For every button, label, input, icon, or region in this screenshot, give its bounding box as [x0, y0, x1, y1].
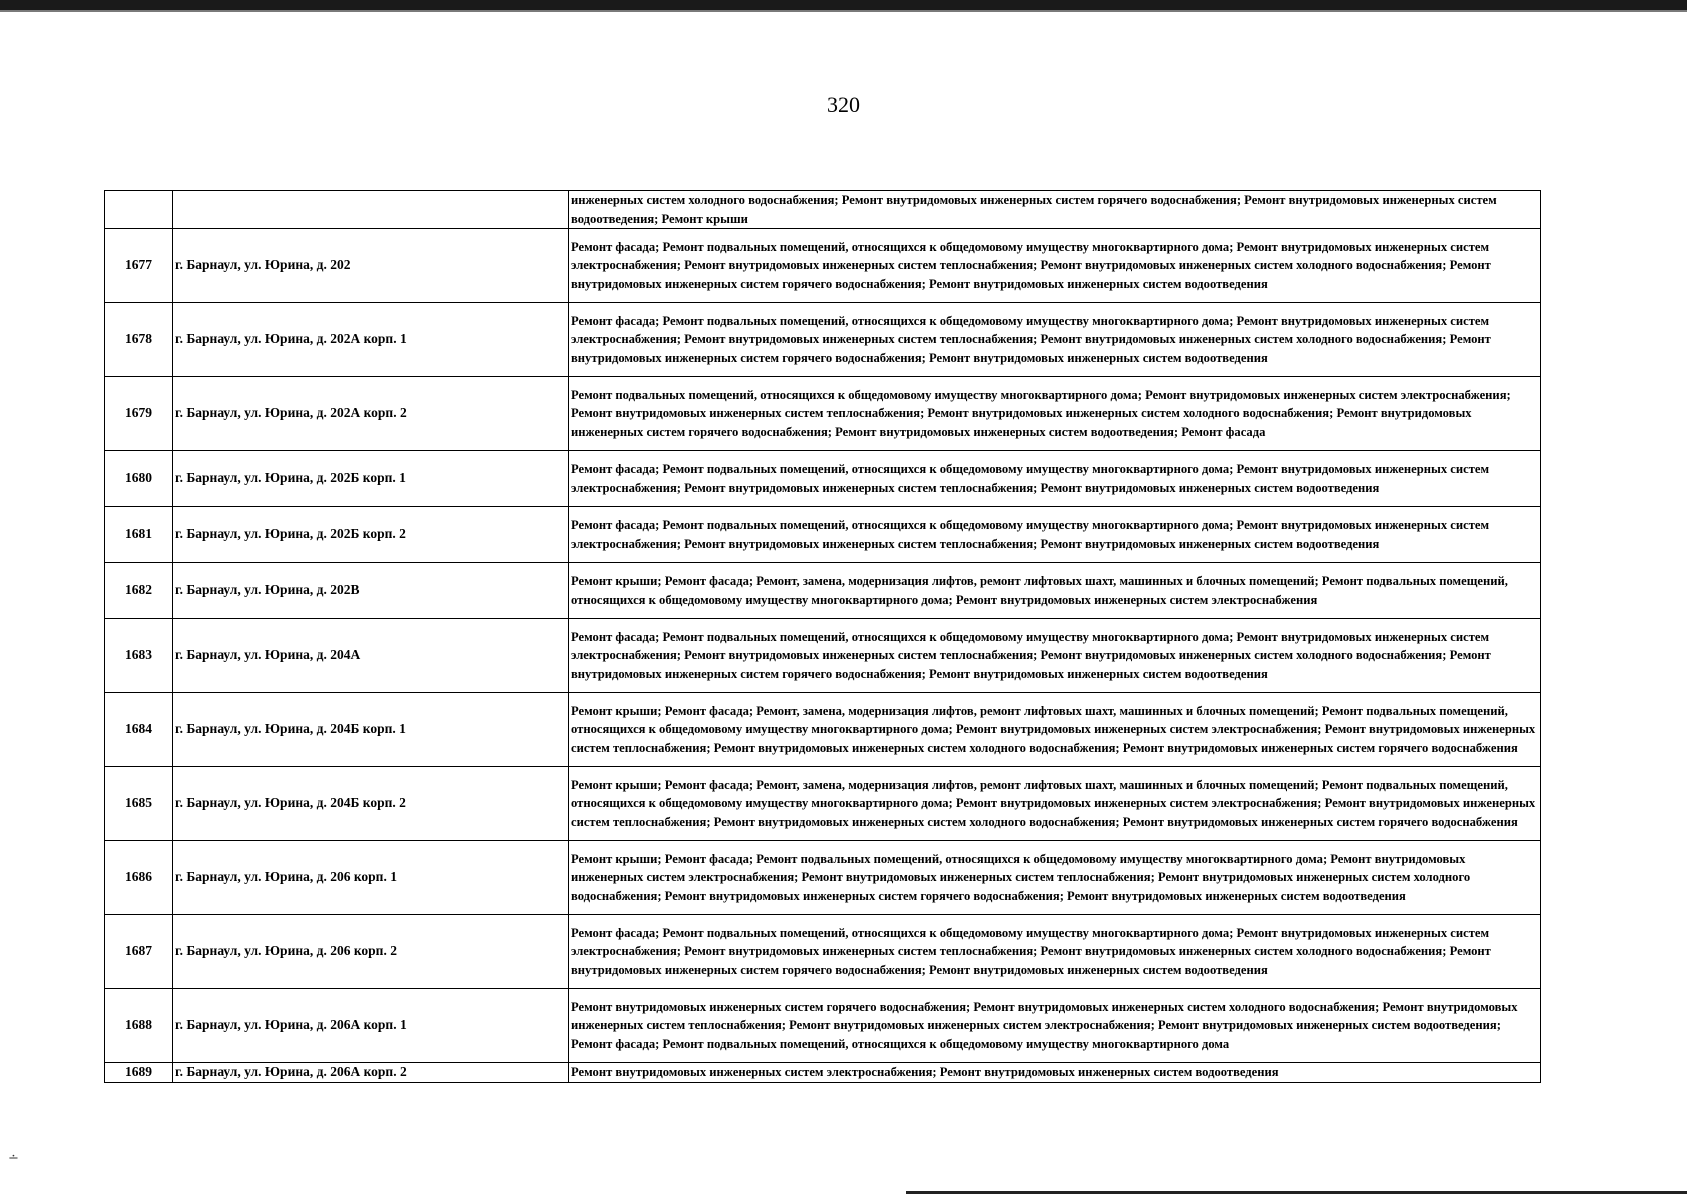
row-number-cell: 1684 [105, 693, 173, 767]
row-number-cell: 1680 [105, 451, 173, 507]
row-number-cell: 1688 [105, 989, 173, 1063]
works-cell: инженерных систем холодного водоснабжения; Ремонт внутридомовых инженерных систем горячего водоснабжения; Ремонт внутридомовых инженерных систем водоотведения; Ремонт крыши [569, 191, 1541, 229]
table-row [105, 229, 1541, 303]
row-number-cell: 1685 [105, 767, 173, 841]
works-cell: Ремонт внутридомовых инженерных систем горячего водоснабжения; Ремонт внутридомовых инженерных систем холодного водоснабжения; Ремонт внутридомовых инженерных систем теплоснабжения; Ремонт внутридомовых инженерных систем электроснабжения; Ремонт внутридомовых инженерных систем водоотведения; Ремонт фасада; Ремонт подвальных помещений, относящихся к общедомовому имуществу многоквартирного дома [569, 989, 1541, 1063]
table-row [105, 841, 1541, 915]
scan-speck: ∸ [8, 1150, 19, 1165]
table-row [105, 619, 1541, 693]
row-number-cell: 1682 [105, 563, 173, 619]
address-cell: г. Барнаул, ул. Юрина, д. 202А корп. 1 [173, 303, 569, 377]
works-cell: Ремонт крыши; Ремонт фасада; Ремонт, замена, модернизация лифтов, ремонт лифтовых шахт, машинных и блочных помещений; Ремонт подвальных помещений, относящихся к общедомовому имуществу многоквартирного дома; Ремонт внутридомовых инженерных систем электроснабжения [569, 563, 1541, 619]
works-cell: Ремонт фасада; Ремонт подвальных помещений, относящихся к общедомовому имуществу многоквартирного дома; Ремонт внутридомовых инженерных систем электроснабжения; Ремонт внутридомовых инженерных систем теплоснабжения; Ремонт внутридомовых инженерных систем холодного водоснабжения; Ремонт внутридомовых инженерных систем горячего водоснабжения; Ремонт внутридомовых инженерных систем водоотведения [569, 619, 1541, 693]
address-cell: г. Барнаул, ул. Юрина, д. 204Б корп. 2 [173, 767, 569, 841]
works-cell: Ремонт фасада; Ремонт подвальных помещений, относящихся к общедомовому имуществу многоквартирного дома; Ремонт внутридомовых инженерных систем электроснабжения; Ремонт внутридомовых инженерных систем теплоснабжения; Ремонт внутридомовых инженерных систем холодного водоснабжения; Ремонт внутридомовых инженерных систем горячего водоснабжения; Ремонт внутридомовых инженерных систем водоотведения [569, 303, 1541, 377]
works-cell: Ремонт фасада; Ремонт подвальных помещений, относящихся к общедомовому имуществу многоквартирного дома; Ремонт внутридомовых инженерных систем электроснабжения; Ремонт внутридомовых инженерных систем теплоснабжения; Ремонт внутридомовых инженерных систем водоотведения [569, 451, 1541, 507]
address-cell: г. Барнаул, ул. Юрина, д. 206А корп. 1 [173, 989, 569, 1063]
address-cell: г. Барнаул, ул. Юрина, д. 202Б корп. 1 [173, 451, 569, 507]
works-cell: Ремонт крыши; Ремонт фасада; Ремонт подвальных помещений, относящихся к общедомовому имуществу многоквартирного дома; Ремонт внутридомовых инженерных систем электроснабжения; Ремонт внутридомовых инженерных систем теплоснабжения; Ремонт внутридомовых инженерных систем холодного водоснабжения; Ремонт внутридомовых инженерных систем горячего водоснабжения; Ремонт внутридомовых инженерных систем водоотведения [569, 841, 1541, 915]
works-cell: Ремонт фасада; Ремонт подвальных помещений, относящихся к общедомовому имуществу многоквартирного дома; Ремонт внутридомовых инженерных систем электроснабжения; Ремонт внутридомовых инженерных систем теплоснабжения; Ремонт внутридомовых инженерных систем водоотведения [569, 507, 1541, 563]
repair-registry-table [104, 190, 1541, 1083]
works-cell: Ремонт крыши; Ремонт фасада; Ремонт, замена, модернизация лифтов, ремонт лифтовых шахт, машинных и блочных помещений; Ремонт подвальных помещений, относящихся к общедомовому имуществу многоквартирного дома; Ремонт внутридомовых инженерных систем электроснабжения; Ремонт внутридомовых инженерных систем теплоснабжения; Ремонт внутридомовых инженерных систем холодного водоснабжения; Ремонт внутридомовых инженерных систем горячего водоснабжения [569, 693, 1541, 767]
works-cell: Ремонт внутридомовых инженерных систем электроснабжения; Ремонт внутридомовых инженерных систем водоотведения [569, 1063, 1541, 1083]
row-number-cell: 1687 [105, 915, 173, 989]
table-row [105, 915, 1541, 989]
table-row [105, 507, 1541, 563]
address-cell [173, 191, 569, 229]
works-cell: Ремонт фасада; Ремонт подвальных помещений, относящихся к общедомовому имуществу многоквартирного дома; Ремонт внутридомовых инженерных систем электроснабжения; Ремонт внутридомовых инженерных систем теплоснабжения; Ремонт внутридомовых инженерных систем холодного водоснабжения; Ремонт внутридомовых инженерных систем горячего водоснабжения; Ремонт внутридомовых инженерных систем водоотведения [569, 915, 1541, 989]
address-cell: г. Барнаул, ул. Юрина, д. 202В [173, 563, 569, 619]
table-row [105, 989, 1541, 1063]
works-cell: Ремонт подвальных помещений, относящихся к общедомовому имуществу многоквартирного дома; Ремонт внутридомовых инженерных систем электроснабжения; Ремонт внутридомовых инженерных систем теплоснабжения; Ремонт внутридомовых инженерных систем холодного водоснабжения; Ремонт внутридомовых инженерных систем горячего водоснабжения; Ремонт внутридомовых инженерных систем водоотведения; Ремонт фасада [569, 377, 1541, 451]
table-row [105, 693, 1541, 767]
row-number-cell: 1681 [105, 507, 173, 563]
table-row [105, 767, 1541, 841]
row-number-cell: 1677 [105, 229, 173, 303]
table-row [105, 563, 1541, 619]
works-cell: Ремонт крыши; Ремонт фасада; Ремонт, замена, модернизация лифтов, ремонт лифтовых шахт, машинных и блочных помещений; Ремонт подвальных помещений, относящихся к общедомовому имуществу многоквартирного дома; Ремонт внутридомовых инженерных систем электроснабжения; Ремонт внутридомовых инженерных систем теплоснабжения; Ремонт внутридомовых инженерных систем холодного водоснабжения; Ремонт внутридомовых инженерных систем горячего водоснабжения [569, 767, 1541, 841]
scan-top-border [0, 0, 1687, 10]
table-row [105, 451, 1541, 507]
address-cell: г. Барнаул, ул. Юрина, д. 206А корп. 2 [173, 1063, 569, 1083]
row-number-cell: 1686 [105, 841, 173, 915]
address-cell: г. Барнаул, ул. Юрина, д. 206 корп. 2 [173, 915, 569, 989]
row-number-cell: 1678 [105, 303, 173, 377]
address-cell: г. Барнаул, ул. Юрина, д. 202 [173, 229, 569, 303]
address-cell: г. Барнаул, ул. Юрина, д. 204А [173, 619, 569, 693]
scan-bottom-edge [906, 1191, 1687, 1194]
address-cell: г. Барнаул, ул. Юрина, д. 204Б корп. 1 [173, 693, 569, 767]
scan-top-border-shadow [0, 10, 1687, 12]
row-number-cell: 1683 [105, 619, 173, 693]
works-cell: Ремонт фасада; Ремонт подвальных помещений, относящихся к общедомовому имуществу многоквартирного дома; Ремонт внутридомовых инженерных систем электроснабжения; Ремонт внутридомовых инженерных систем теплоснабжения; Ремонт внутридомовых инженерных систем холодного водоснабжения; Ремонт внутридомовых инженерных систем горячего водоснабжения; Ремонт внутридомовых инженерных систем водоотведения [569, 229, 1541, 303]
table-row [105, 377, 1541, 451]
page-number: 320 [827, 92, 860, 117]
table-row-continuation [105, 191, 1541, 229]
table-row [105, 1063, 1541, 1083]
address-cell: г. Барнаул, ул. Юрина, д. 206 корп. 1 [173, 841, 569, 915]
row-number-cell: 1689 [105, 1063, 173, 1083]
row-number-cell: 1679 [105, 377, 173, 451]
address-cell: г. Барнаул, ул. Юрина, д. 202Б корп. 2 [173, 507, 569, 563]
row-number-cell [105, 191, 173, 229]
address-cell: г. Барнаул, ул. Юрина, д. 202А корп. 2 [173, 377, 569, 451]
table-row [105, 303, 1541, 377]
